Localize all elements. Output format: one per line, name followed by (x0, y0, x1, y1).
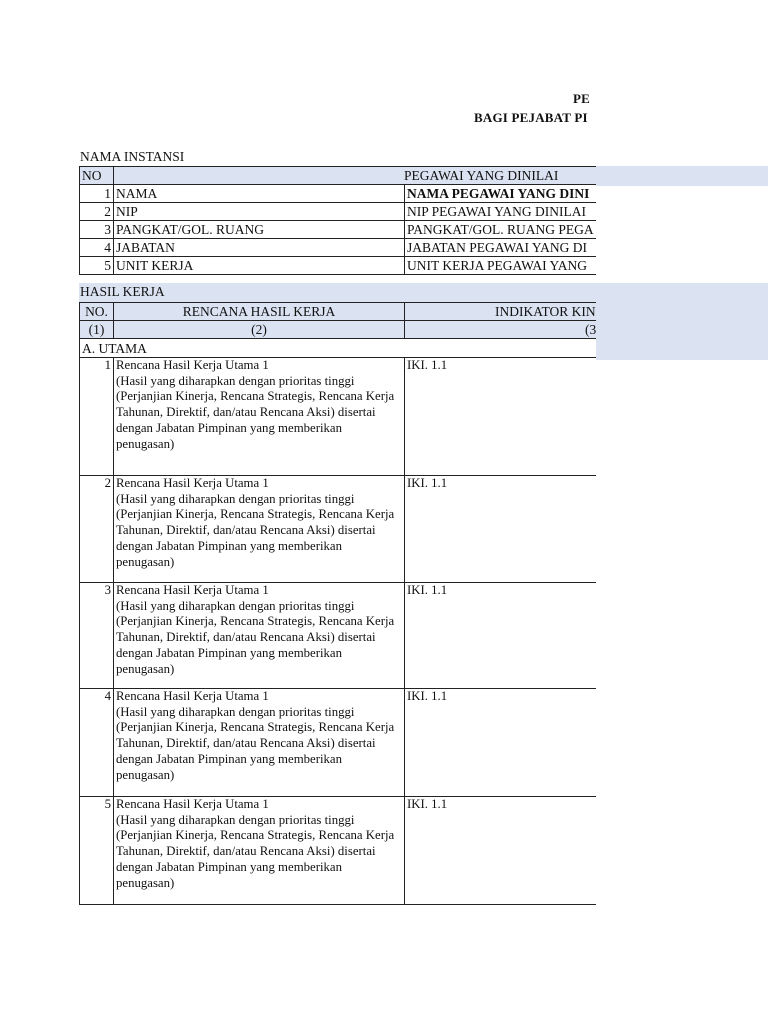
item-iki: IKI. 1.1 (405, 358, 597, 476)
row-value: PANGKAT/GOL. RUANG PEGA (405, 221, 597, 239)
subsection-label: A. UTAMA (80, 339, 597, 358)
pegawai-table-header (80, 167, 597, 185)
item-title: Rencana Hasil Kerja Utama 1 (116, 583, 269, 597)
item-title: Rencana Hasil Kerja Utama 1 (116, 797, 269, 811)
table-row (80, 239, 597, 257)
header-rencana: RENCANA HASIL KERJA (114, 303, 405, 321)
hasil-kerja-index-row (80, 321, 597, 339)
item-no: 1 (80, 358, 114, 476)
item-no: 3 (80, 583, 114, 689)
row-no: 3 (80, 221, 114, 239)
item-rencana (114, 583, 405, 689)
row-value: NAMA PEGAWAI YANG DINI (405, 185, 597, 203)
item-rencana (114, 358, 405, 476)
table-row (80, 221, 597, 239)
item-iki: IKI. 1.1 (405, 797, 597, 905)
row-label: NIP (114, 203, 405, 221)
header-no: NO (80, 167, 114, 185)
item-no: 2 (80, 476, 114, 583)
table-row (80, 203, 597, 221)
table-row (80, 185, 597, 203)
row-no: 4 (80, 239, 114, 257)
item-iki: IKI. 1.1 (405, 689, 597, 797)
hasil-kerja-table (79, 302, 596, 905)
item-desc: (Hasil yang diharapkan dengan prioritas tinggi (Perjanjian Kinerja, Rencana Strategis, Rencana Kerja Tahunan, Direktif, dan/atau Rencana Aksi) disertai dengan Jabatan Pimpinan yang memberikan penugasan) (116, 812, 395, 890)
table-row (80, 358, 597, 476)
item-rencana (114, 797, 405, 905)
index-rencana: (2) (114, 321, 405, 339)
row-value: NIP PEGAWAI YANG DINILAI (405, 203, 597, 221)
pegawai-header-band (596, 166, 768, 186)
item-title: Rencana Hasil Kerja Utama 1 (116, 358, 269, 372)
subsection-row (80, 339, 597, 358)
table-row (80, 689, 597, 797)
header-no: NO. (80, 303, 114, 321)
table-row (80, 797, 597, 905)
item-iki: IKI. 1.1 (405, 583, 597, 689)
hasil-kerja-header-band (596, 283, 768, 360)
document-title-line-1: PE (573, 91, 591, 106)
item-iki: IKI. 1.1 (405, 476, 597, 583)
item-rencana (114, 689, 405, 797)
row-no: 2 (80, 203, 114, 221)
item-desc: (Hasil yang diharapkan dengan prioritas tinggi (Perjanjian Kinerja, Rencana Strategis, Rencana Kerja Tahunan, Direktif, dan/atau Rencana Aksi) disertai dengan Jabatan Pimpinan yang memberikan penugasan) (116, 373, 395, 451)
pegawai-table (79, 166, 596, 275)
index-no: (1) (80, 321, 114, 339)
row-no: 1 (80, 185, 114, 203)
row-value: JABATAN PEGAWAI YANG DI (405, 239, 597, 257)
row-label: NAMA (114, 185, 405, 203)
header-pegawai: PEGAWAI YANG DINILAI (114, 167, 597, 185)
row-label: UNIT KERJA (114, 257, 405, 275)
item-title: Rencana Hasil Kerja Utama 1 (116, 689, 269, 703)
header-indikator: INDIKATOR KIN (405, 303, 597, 321)
item-desc: (Hasil yang diharapkan dengan prioritas tinggi (Perjanjian Kinerja, Rencana Strategis, Rencana Kerja Tahunan, Direktif, dan/atau Rencana Aksi) disertai dengan Jabatan Pimpinan yang memberikan penugasan) (116, 704, 395, 782)
instansi-label: NAMA INSTANSI (80, 149, 185, 164)
table-row (80, 583, 597, 689)
item-no: 5 (80, 797, 114, 905)
row-no: 5 (80, 257, 114, 275)
table-row (80, 476, 597, 583)
row-label: PANGKAT/GOL. RUANG (114, 221, 405, 239)
item-title: Rencana Hasil Kerja Utama 1 (116, 476, 269, 490)
document-title-line-2: BAGI PEJABAT PI (474, 110, 588, 125)
row-value: UNIT KERJA PEGAWAI YANG (405, 257, 597, 275)
row-label: JABATAN (114, 239, 405, 257)
item-desc: (Hasil yang diharapkan dengan prioritas tinggi (Perjanjian Kinerja, Rencana Strategis, Rencana Kerja Tahunan, Direktif, dan/atau Rencana Aksi) disertai dengan Jabatan Pimpinan yang memberikan penugasan) (116, 598, 395, 676)
table-row (80, 257, 597, 275)
item-desc: (Hasil yang diharapkan dengan prioritas tinggi (Perjanjian Kinerja, Rencana Strategis, Rencana Kerja Tahunan, Direktif, dan/atau Rencana Aksi) disertai dengan Jabatan Pimpinan yang memberikan penugasan) (116, 491, 395, 569)
hasil-kerja-header (80, 303, 597, 321)
item-no: 4 (80, 689, 114, 797)
item-rencana (114, 476, 405, 583)
hasil-kerja-label: HASIL KERJA (80, 284, 165, 299)
index-indikator: (3 (405, 321, 597, 339)
